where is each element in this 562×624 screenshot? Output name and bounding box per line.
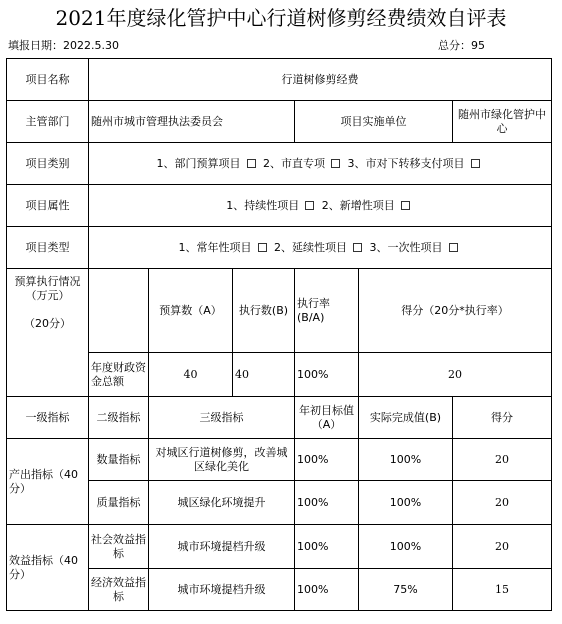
checkbox-icon[interactable] [331,159,340,168]
level2-quality: 质量指标 [89,481,149,525]
col-budget: 预算数（A） [149,269,233,353]
actual-quantity: 100% [359,439,453,481]
checkbox-icon[interactable] [449,243,458,252]
budget-blank-cell [89,269,149,353]
score-quantity: 20 [453,439,552,481]
col-exec: 执行数(B) [233,269,295,353]
row-department [7,101,552,143]
actual-social: 100% [359,525,453,569]
budget-section-label [7,269,89,397]
level3-quantity: 对城区行道树修剪，改善城区绿化美化 [149,439,295,481]
budget-value: 40 [149,353,233,397]
row-budget-header [7,269,552,353]
budget-label: 预算执行情况（万元） [14,275,81,302]
attribute-opt1-label: 1、持续性项目 [226,198,300,212]
attribute-options [89,185,552,227]
total-score: 总分：95 [438,39,485,52]
checkbox-icon[interactable] [258,243,267,252]
budget-score-value: 20 [359,353,552,397]
form-title: 2021年度绿化管护中心行道树修剪经费绩效自评表 [55,6,507,30]
type-label: 项目类型 [7,227,89,269]
level3-social: 城市环境提档升级 [149,525,295,569]
row-indicator-header [7,397,552,439]
target-social: 100% [295,525,359,569]
level3-economic: 城市环境提档升级 [149,569,295,611]
header-level3: 三级指标 [149,397,295,439]
dept-value: 随州市城市管理执法委员会 [89,101,295,143]
header-target: 年初目标值（A） [295,397,359,439]
col-rate: 执行率(B/A) [295,269,359,353]
score-economic: 15 [453,569,552,611]
row-attribute [7,185,552,227]
actual-economic: 75% [359,569,453,611]
checkbox-icon[interactable] [305,201,314,210]
level3-quality: 城区绿化环境提升 [149,481,295,525]
evaluation-table [6,58,552,611]
attribute-label: 项目属性 [7,185,89,227]
checkbox-icon[interactable] [471,159,480,168]
category-opt1-label: 1、部门预算项目 [156,156,241,170]
actual-quality: 100% [359,481,453,525]
project-name-label: 项目名称 [7,59,89,101]
exec-value: 40 [233,353,295,397]
table-row [7,525,552,569]
level2-quantity: 数量指标 [89,439,149,481]
fill-date: 填报日期：2022.5.30 [8,39,119,52]
table-row [7,481,552,525]
type-options [89,227,552,269]
col-score: 得分（20分*执行率） [359,269,552,353]
target-economic: 100% [295,569,359,611]
table-row [7,569,552,611]
category-opt3-label: 3、市对下转移支付项目 [347,156,465,170]
header-actual: 实际完成值(B) [359,397,453,439]
checkbox-icon[interactable] [401,201,410,210]
row-project-name [7,59,552,101]
row-budget-values [7,353,552,397]
type-opt3-label: 3、一次性项目 [369,240,443,254]
dept-label: 主管部门 [7,101,89,143]
level2-economic: 经济效益指标 [89,569,149,611]
category-label: 项目类别 [7,143,89,185]
impl-unit-value: 随州市绿化管护中心 [453,101,552,143]
project-name-value: 行道树修剪经费 [89,59,552,101]
rate-value: 100% [295,353,359,397]
level1-output: 产出指标（40分） [7,439,89,525]
category-options [89,143,552,185]
score-social: 20 [453,525,552,569]
table-row [7,439,552,481]
target-quality: 100% [295,481,359,525]
header-level1: 一级指标 [7,397,89,439]
row-type [7,227,552,269]
type-opt1-label: 1、常年性项目 [178,240,252,254]
score-quality: 20 [453,481,552,525]
checkbox-icon[interactable] [247,159,256,168]
budget-points: （20分） [24,316,71,330]
header-level2: 二级指标 [89,397,149,439]
impl-unit-label: 项目实施单位 [295,101,453,143]
type-opt2-label: 2、延续性项目 [274,240,348,254]
level2-social: 社会效益指标 [89,525,149,569]
checkbox-icon[interactable] [353,243,362,252]
target-quantity: 100% [295,439,359,481]
annual-fund-label: 年度财政资金总额 [89,353,149,397]
header-score: 得分 [453,397,552,439]
level1-benefit: 效益指标（40分） [7,525,89,611]
attribute-opt2-label: 2、新增性项目 [321,198,395,212]
category-opt2-label: 2、市直专项 [263,156,326,170]
row-category [7,143,552,185]
